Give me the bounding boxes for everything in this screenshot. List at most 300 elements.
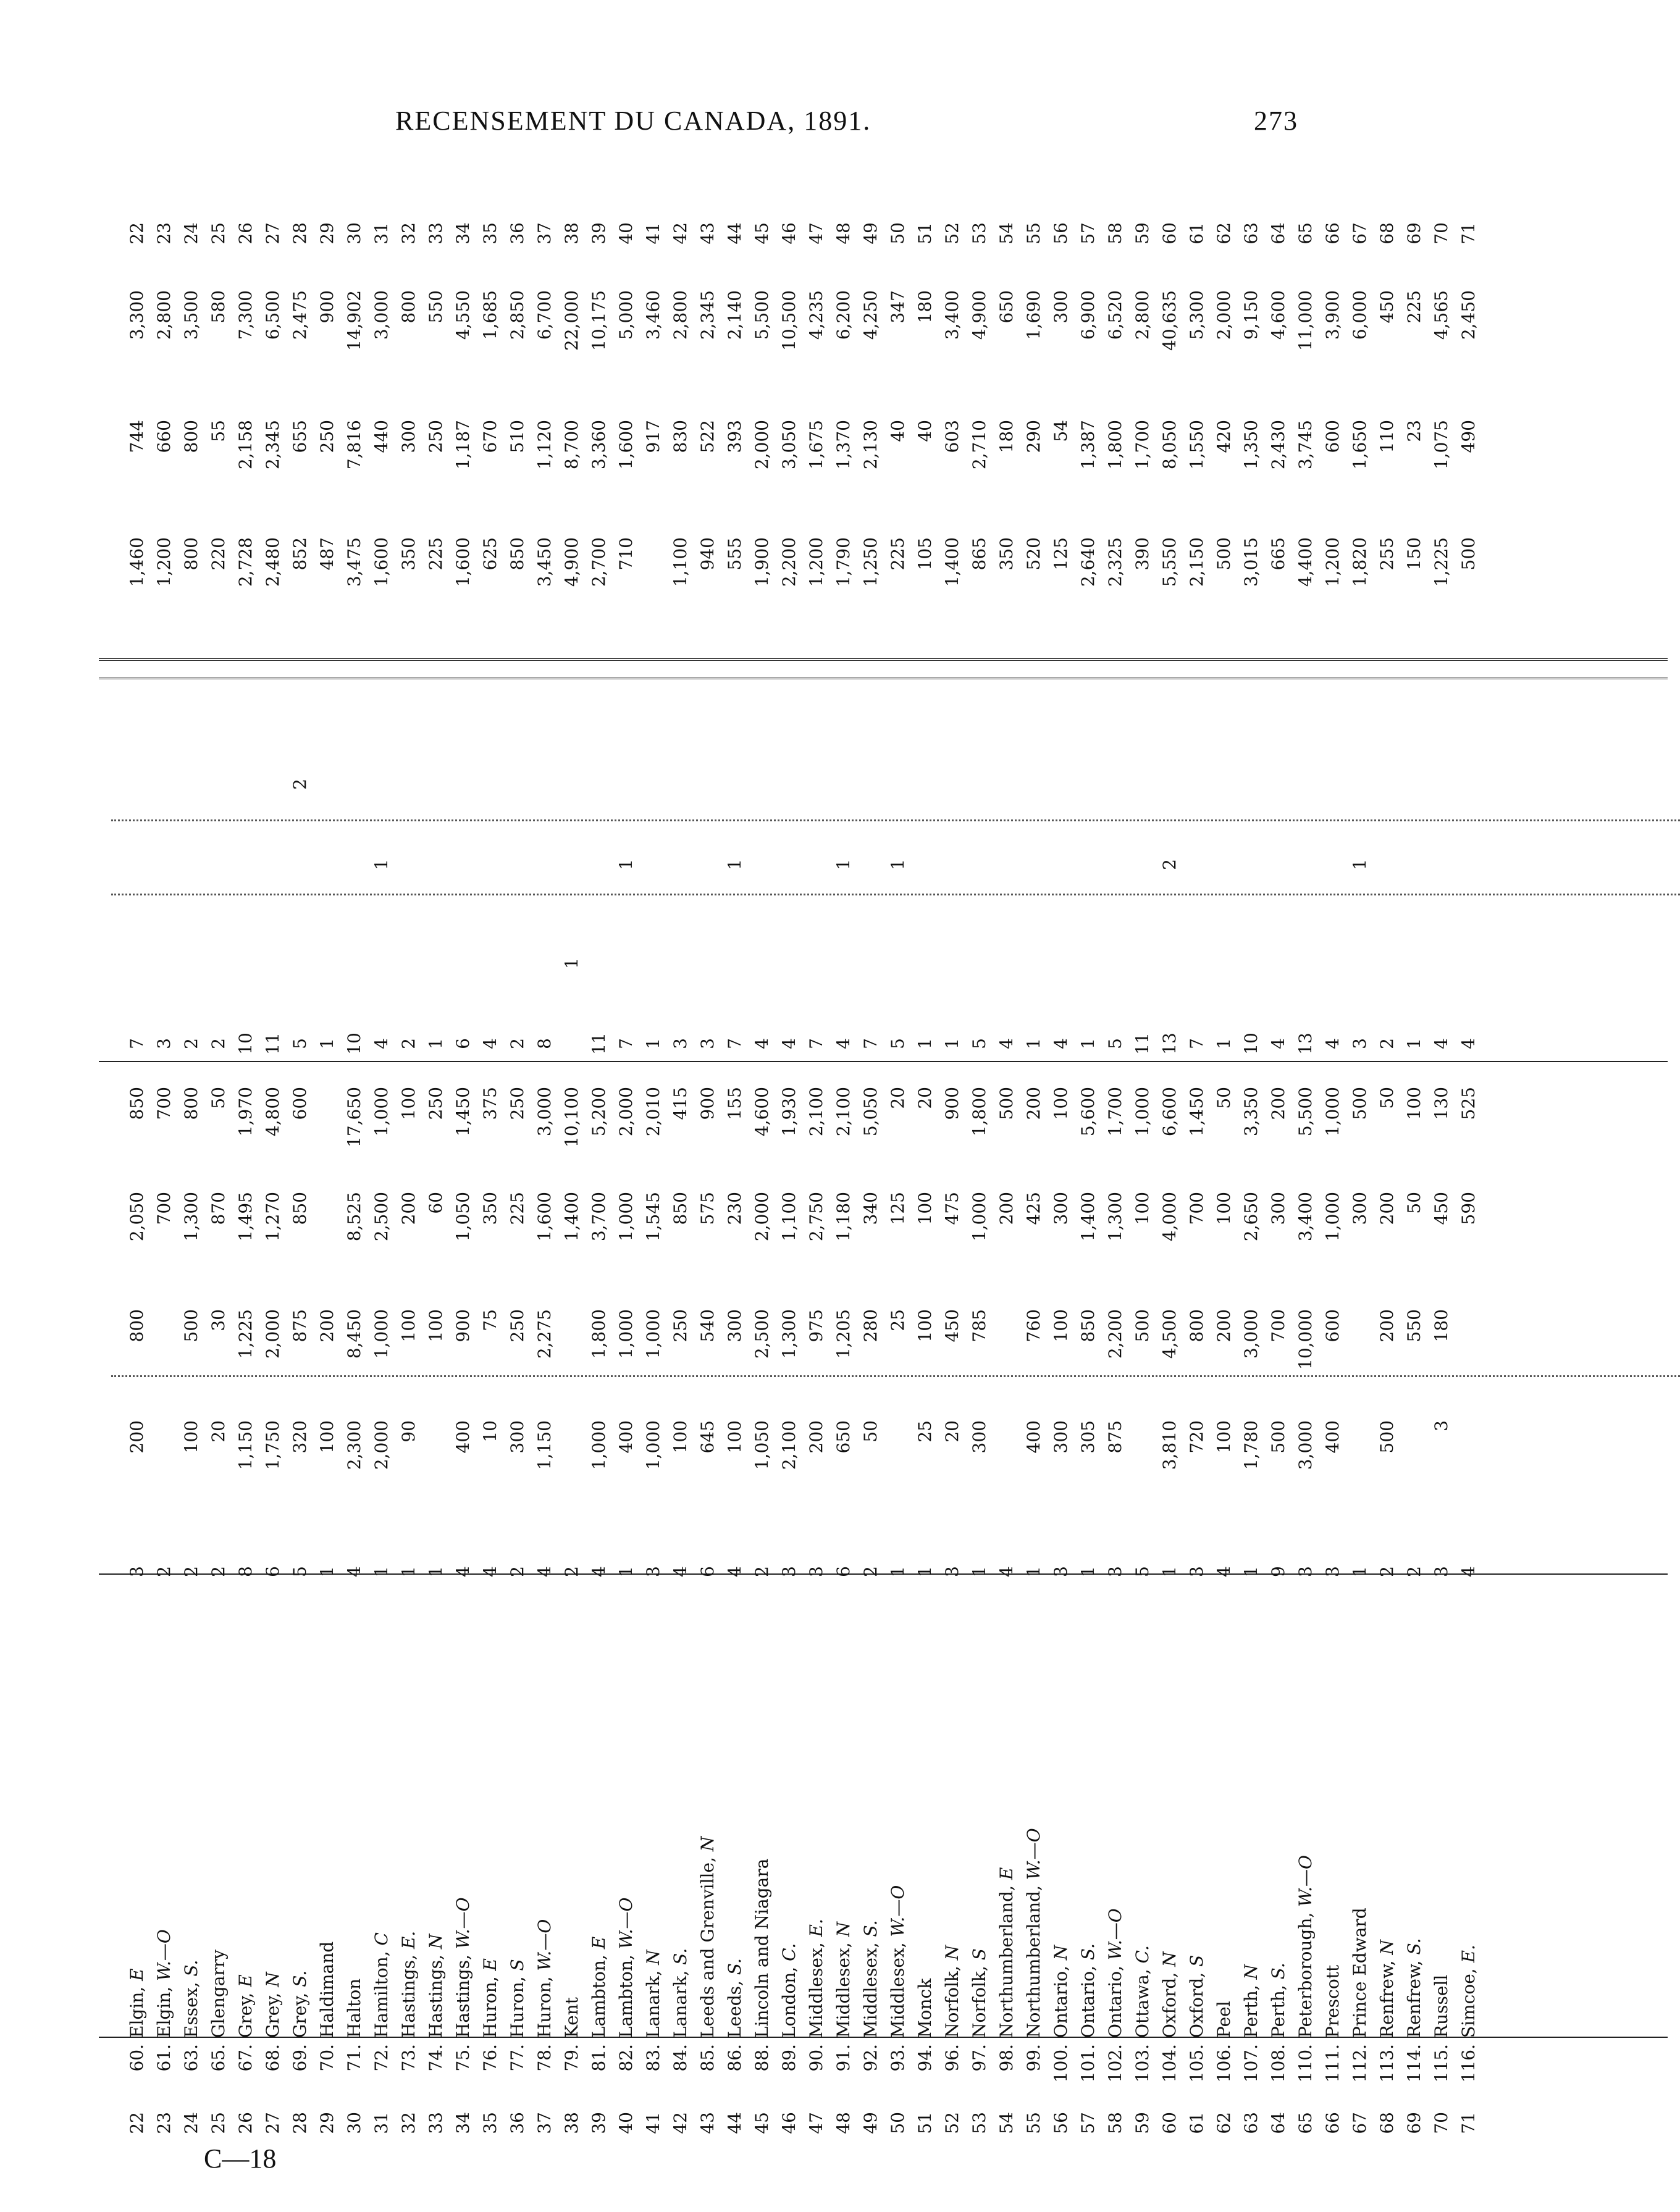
cell-e: 1,970 — [235, 1087, 256, 1137]
district-suffix: N — [1377, 1940, 1397, 1955]
table-row — [830, 173, 857, 2149]
district-label: Halton — [344, 1978, 364, 2038]
cell-e: 800 — [181, 1087, 201, 1120]
cell-ln: 67 — [1350, 2112, 1370, 2134]
table-row — [151, 173, 178, 2149]
cell-j: 1,820 — [1350, 537, 1370, 587]
cell-ln: 57 — [1078, 2112, 1098, 2134]
district-label: Haldimand — [317, 1941, 337, 2038]
cell-num: 100. — [1051, 2044, 1071, 2083]
cell-d: 850 — [670, 1192, 691, 1225]
cell-d: 340 — [860, 1192, 881, 1225]
cell-b: 90 — [398, 1420, 419, 1443]
cell-c: 2,500 — [752, 1309, 772, 1359]
cell-j: 105 — [915, 537, 935, 571]
cell-c: 200 — [317, 1309, 337, 1343]
district-suffix: N — [942, 1945, 962, 1961]
district-label: Monck — [915, 1978, 935, 2038]
cell-f: 13 — [1295, 1033, 1316, 1055]
table-row — [993, 173, 1020, 2149]
district-suffix: C. — [779, 1943, 799, 1961]
cell-ln: 24 — [181, 2112, 201, 2134]
table-row — [341, 173, 368, 2149]
cell-rn: 68 — [1377, 222, 1397, 245]
district-label: Hastings, — [453, 1954, 473, 2038]
cell-b: 200 — [806, 1420, 826, 1454]
cell-a: 3 — [1431, 1566, 1451, 1577]
district-label: Simcoe, — [1458, 1968, 1479, 2038]
district-suffix: W.—O — [1295, 1855, 1316, 1907]
table-row — [124, 173, 151, 2149]
cell-j: 4,400 — [1295, 537, 1316, 587]
cell-e: 900 — [942, 1087, 962, 1120]
cell-num: 94. — [915, 2044, 935, 2072]
cell-b: 1,050 — [752, 1420, 772, 1470]
district-label: London, — [779, 1966, 799, 2038]
cell-f: 10 — [1241, 1033, 1261, 1055]
cell-k: 1,187 — [453, 420, 473, 470]
cell-num: 106. — [1214, 2044, 1234, 2083]
cell-b: 100 — [670, 1420, 691, 1454]
district-label: Grey, — [262, 1992, 283, 2038]
cell-l: 14,902 — [344, 290, 364, 351]
cell-d: 200 — [398, 1192, 419, 1225]
cell-c: 785 — [969, 1309, 989, 1343]
cell-j: 3,475 — [344, 537, 364, 587]
cell-k: 250 — [426, 420, 446, 453]
cell-a: 1 — [317, 1566, 337, 1577]
cell-j: 2,150 — [1186, 537, 1207, 587]
table-row — [287, 173, 314, 2149]
district-name — [721, 1593, 749, 2038]
cell-rn: 53 — [969, 222, 989, 245]
cell-ln: 48 — [833, 2112, 854, 2134]
cell-e: 5,500 — [1295, 1087, 1316, 1137]
table-row — [1374, 173, 1401, 2149]
cell-c: 550 — [1404, 1309, 1424, 1343]
cell-ln: 29 — [317, 2112, 337, 2134]
cell-ln: 53 — [969, 2112, 989, 2134]
district-label: Hamilton, — [371, 1951, 392, 2038]
district-label: Prince Edward — [1350, 1908, 1370, 2038]
cell-j: 1,460 — [127, 537, 147, 587]
cell-a: 3 — [1322, 1566, 1343, 1577]
cell-rn: 71 — [1458, 222, 1479, 245]
cell-k: 3,745 — [1295, 420, 1316, 470]
cell-c: 75 — [480, 1309, 500, 1331]
cell-ln: 65 — [1295, 2112, 1316, 2134]
cell-e: 3,000 — [534, 1087, 555, 1137]
cell-a: 2 — [860, 1566, 881, 1577]
cell-e: 1,000 — [1322, 1087, 1343, 1137]
district-suffix: E — [235, 1974, 256, 1987]
district-suffix: W.—O — [1023, 1828, 1044, 1880]
cell-d: 425 — [1023, 1192, 1044, 1225]
cell-k: 655 — [290, 420, 310, 453]
district-suffix: W.—O — [534, 1919, 555, 1971]
district-name — [667, 1593, 694, 2038]
district-suffix: S. — [1078, 1943, 1098, 1961]
cell-f: 7 — [806, 1038, 826, 1049]
cell-rn: 46 — [779, 222, 799, 245]
cell-f: 11 — [589, 1033, 609, 1055]
cell-c: 500 — [181, 1309, 201, 1343]
table-row — [884, 173, 912, 2149]
cell-e: 1,450 — [453, 1087, 473, 1137]
table-row — [694, 173, 721, 2149]
cell-j: 1,400 — [942, 537, 962, 587]
cell-l: 300 — [1051, 290, 1071, 324]
district-suffix: S. — [1404, 1938, 1424, 1955]
cell-f: 4 — [371, 1038, 392, 1049]
district-name — [558, 1593, 586, 2038]
cell-f: 1 — [1404, 1038, 1424, 1049]
cell-j: 4,900 — [561, 537, 582, 587]
cell-j: 940 — [697, 537, 718, 571]
cell-ln: 54 — [996, 2112, 1017, 2134]
cell-d: 100 — [1132, 1192, 1153, 1225]
cell-l: 6,520 — [1105, 290, 1125, 340]
cell-j: 2,700 — [589, 537, 609, 587]
cell-a: 4 — [534, 1566, 555, 1577]
cell-d: 200 — [996, 1192, 1017, 1225]
cell-a: 3 — [127, 1566, 147, 1577]
cell-d: 1,545 — [643, 1192, 663, 1242]
cell-a: 2 — [154, 1566, 174, 1577]
cell-f: 4 — [1322, 1038, 1343, 1049]
cell-f: 4 — [1458, 1038, 1479, 1049]
cell-a: 1 — [888, 1566, 908, 1577]
table-row — [477, 173, 504, 2149]
cell-d: 1,000 — [969, 1192, 989, 1242]
cell-b: 500 — [1268, 1420, 1288, 1454]
page-title: RECENSEMENT DU CANADA, 1891. — [395, 106, 872, 136]
cell-k: 1,120 — [534, 420, 555, 470]
cell-e: 1,800 — [969, 1087, 989, 1137]
cell-ln: 38 — [561, 2112, 582, 2134]
cell-rn: 34 — [453, 222, 473, 245]
cell-d: 300 — [1350, 1192, 1370, 1225]
district-name — [1129, 1593, 1156, 2038]
cell-b: 300 — [969, 1420, 989, 1454]
district-label: Huron, — [480, 1976, 500, 2038]
cell-c: 760 — [1023, 1309, 1044, 1343]
cell-j: 1,900 — [752, 537, 772, 587]
cell-rn: 48 — [833, 222, 854, 245]
cell-f: 11 — [1132, 1033, 1153, 1055]
district-name — [694, 1593, 721, 2038]
cell-rn: 40 — [616, 222, 636, 245]
district-suffix: W.—O — [1105, 1908, 1125, 1961]
cell-num: 111. — [1322, 2044, 1343, 2083]
cell-a: 1 — [1078, 1566, 1098, 1577]
cell-k: 55 — [208, 420, 229, 442]
cell-ln: 28 — [290, 2112, 310, 2134]
cell-h: 1 — [371, 859, 392, 870]
cell-f: 1 — [317, 1038, 337, 1049]
cell-a: 5 — [1132, 1566, 1153, 1577]
cell-l: 6,200 — [833, 290, 854, 340]
cell-rn: 57 — [1078, 222, 1098, 245]
cell-f: 1 — [942, 1038, 962, 1049]
table-row — [1455, 173, 1482, 2149]
cell-l: 6,900 — [1078, 290, 1098, 340]
cell-d: 1,270 — [262, 1192, 283, 1242]
cell-c: 250 — [670, 1309, 691, 1343]
cell-l: 2,000 — [1214, 290, 1234, 340]
cell-d: 125 — [888, 1192, 908, 1225]
cell-k: 1,550 — [1186, 420, 1207, 470]
district-label: Huron, — [534, 1976, 555, 2038]
cell-a: 1 — [371, 1566, 392, 1577]
district-label: Essex, — [181, 1982, 201, 2038]
cell-k: 1,350 — [1241, 420, 1261, 470]
table-row — [586, 173, 613, 2149]
district-name — [1020, 1593, 1048, 2038]
cell-c: 2,200 — [1105, 1309, 1125, 1359]
cell-k: 40 — [888, 420, 908, 442]
cell-l: 4,900 — [969, 290, 989, 340]
district-suffix: N — [1159, 1951, 1180, 1967]
cell-f: 1 — [1214, 1038, 1234, 1049]
cell-g: 1 — [561, 958, 582, 969]
cell-b: 1,000 — [643, 1420, 663, 1470]
cell-b: 875 — [1105, 1420, 1125, 1454]
cell-c: 2,275 — [534, 1309, 555, 1359]
cell-j: 2,480 — [262, 537, 283, 587]
district-suffix: C — [371, 1932, 392, 1946]
cell-num: 76. — [480, 2044, 500, 2072]
district-name — [1401, 1593, 1428, 2038]
cell-rn: 39 — [589, 222, 609, 245]
cell-l: 2,800 — [154, 290, 174, 340]
cell-l: 2,450 — [1458, 290, 1479, 340]
district-suffix: E — [996, 1867, 1017, 1880]
cell-c: 100 — [915, 1309, 935, 1343]
cell-f: 7 — [127, 1038, 147, 1049]
cell-num: 82. — [616, 2044, 636, 2072]
cell-ln: 66 — [1322, 2112, 1343, 2134]
cell-i: 2 — [290, 779, 310, 790]
cell-b: 2,000 — [371, 1420, 392, 1470]
cell-num: 98. — [996, 2044, 1017, 2072]
cell-a: 4 — [996, 1566, 1017, 1577]
cell-c: 975 — [806, 1309, 826, 1343]
cell-a: 2 — [181, 1566, 201, 1577]
district-label: Leeds and Grenville, — [697, 1857, 718, 2038]
cell-k: 670 — [480, 420, 500, 453]
cell-rn: 23 — [154, 222, 174, 245]
district-suffix: S — [507, 1959, 527, 1971]
cell-c: 100 — [426, 1309, 446, 1343]
cell-l: 2,140 — [724, 290, 745, 340]
cell-d: 2,000 — [752, 1192, 772, 1242]
district-name — [1265, 1593, 1292, 2038]
cell-k: 1,075 — [1431, 420, 1451, 470]
district-name — [939, 1593, 966, 2038]
district-name — [1211, 1593, 1238, 2038]
cell-d: 575 — [697, 1192, 718, 1225]
cell-e: 1,930 — [779, 1087, 799, 1137]
cell-k: 440 — [371, 420, 392, 453]
cell-k: 290 — [1023, 420, 1044, 453]
cell-d: 2,500 — [371, 1192, 392, 1242]
cell-b: 1,780 — [1241, 1420, 1261, 1470]
cell-b: 2,300 — [344, 1420, 364, 1470]
cell-b: 25 — [915, 1420, 935, 1443]
cell-b: 500 — [1377, 1420, 1397, 1454]
cell-b: 305 — [1078, 1420, 1098, 1454]
district-suffix: S. — [290, 1970, 310, 1987]
cell-k: 830 — [670, 420, 691, 453]
cell-h: 1 — [1350, 859, 1370, 870]
district-name — [124, 1593, 151, 2038]
cell-k: 40 — [915, 420, 935, 442]
cell-e: 600 — [290, 1087, 310, 1120]
cell-j: 1,200 — [806, 537, 826, 587]
district-label: Renfrew, — [1404, 1960, 1424, 2038]
cell-b: 1,000 — [589, 1420, 609, 1470]
cell-l: 800 — [398, 290, 419, 324]
cell-rn: 58 — [1105, 222, 1125, 245]
cell-num: 113. — [1377, 2044, 1397, 2083]
cell-c: 1,000 — [616, 1309, 636, 1359]
cell-b: 400 — [1322, 1420, 1343, 1454]
cell-l: 650 — [996, 290, 1017, 324]
cell-c: 1,000 — [643, 1309, 663, 1359]
cell-f: 5 — [290, 1038, 310, 1049]
cell-num: 116. — [1458, 2044, 1479, 2083]
cell-e: 50 — [208, 1087, 229, 1109]
cell-a: 1 — [969, 1566, 989, 1577]
district-label: Norfolk, — [942, 1966, 962, 2038]
cell-e: 4,600 — [752, 1087, 772, 1137]
cell-f: 4 — [996, 1038, 1017, 1049]
district-name — [857, 1593, 884, 2038]
cell-j: 800 — [181, 537, 201, 571]
district-suffix: N — [262, 1972, 283, 1987]
cell-f: 4 — [779, 1038, 799, 1049]
cell-j: 390 — [1132, 537, 1153, 571]
cell-a: 4 — [724, 1566, 745, 1577]
cell-l: 4,250 — [860, 290, 881, 340]
table-row — [640, 173, 667, 2149]
cell-num: 65. — [208, 2044, 229, 2072]
cell-c: 600 — [1322, 1309, 1343, 1343]
district-suffix: N — [426, 1933, 446, 1950]
district-suffix: S. — [860, 1920, 881, 1937]
cell-c: 850 — [1078, 1309, 1098, 1343]
cell-j: 225 — [888, 537, 908, 571]
cell-f: 1 — [915, 1038, 935, 1049]
district-name — [151, 1593, 178, 2038]
cell-j: 1,600 — [371, 537, 392, 587]
cell-k: 2,158 — [235, 420, 256, 470]
cell-ln: 47 — [806, 2112, 826, 2134]
cell-j: 852 — [290, 537, 310, 571]
cell-k: 23 — [1404, 420, 1424, 442]
cell-a: 1 — [426, 1566, 446, 1577]
cell-b: 100 — [181, 1420, 201, 1454]
table-row — [912, 173, 939, 2149]
cell-k: 2,430 — [1268, 420, 1288, 470]
cell-e: 50 — [1214, 1087, 1234, 1109]
cell-j: 125 — [1051, 537, 1071, 571]
cell-b: 400 — [1023, 1420, 1044, 1454]
table-row — [1048, 173, 1075, 2149]
cell-ln: 25 — [208, 2112, 229, 2134]
cell-b: 10 — [480, 1420, 500, 1443]
cell-c: 200 — [1377, 1309, 1397, 1343]
district-label: Ontario, — [1105, 1965, 1125, 2038]
cell-f: 7 — [724, 1038, 745, 1049]
cell-b: 20 — [942, 1420, 962, 1443]
district-label: Grey, — [290, 1992, 310, 2038]
cell-rn: 70 — [1431, 222, 1451, 245]
cell-l: 10,175 — [589, 290, 609, 351]
district-suffix: N — [1051, 1945, 1071, 1961]
table-row — [178, 173, 205, 2149]
cell-ln: 70 — [1431, 2112, 1451, 2134]
cell-e: 500 — [996, 1087, 1017, 1120]
cell-j: 3,015 — [1241, 537, 1261, 587]
district-name — [586, 1593, 613, 2038]
district-label: Lincoln and Niagara — [752, 1858, 772, 2038]
cell-e: 500 — [1350, 1087, 1370, 1120]
district-label: Grey, — [235, 1992, 256, 2038]
table-row — [232, 173, 259, 2149]
table-row — [1156, 173, 1183, 2149]
cell-l: 3,500 — [181, 290, 201, 340]
cell-f: 7 — [1186, 1038, 1207, 1049]
cell-d: 700 — [154, 1192, 174, 1225]
cell-rn: 51 — [915, 222, 935, 245]
cell-k: 1,600 — [616, 420, 636, 470]
table-row — [1238, 173, 1265, 2149]
cell-num: 77. — [507, 2044, 527, 2072]
district-name — [205, 1593, 232, 2038]
cell-rn: 56 — [1051, 222, 1071, 245]
cell-b: 20 — [208, 1420, 229, 1443]
cell-ln: 26 — [235, 2112, 256, 2134]
table-row — [1346, 173, 1374, 2149]
cell-l: 4,550 — [453, 290, 473, 340]
cell-ln: 61 — [1186, 2112, 1207, 2134]
cell-h: 1 — [724, 859, 745, 870]
district-suffix: W.—O — [154, 1929, 174, 1981]
district-label: Ottawa, — [1132, 1969, 1153, 2038]
cell-rn: 55 — [1023, 222, 1044, 245]
cell-d: 100 — [915, 1192, 935, 1225]
cell-ln: 30 — [344, 2112, 364, 2134]
district-label: Russell — [1431, 1974, 1451, 2038]
cell-j: 520 — [1023, 537, 1044, 571]
cell-c: 1,300 — [779, 1309, 799, 1359]
cell-l: 22,000 — [561, 290, 582, 351]
cell-l: 5,000 — [616, 290, 636, 340]
cell-e: 525 — [1458, 1087, 1479, 1120]
cell-num: 75. — [453, 2044, 473, 2072]
district-label: Elgin, — [154, 1986, 174, 2038]
cell-c: 450 — [942, 1309, 962, 1343]
cell-f: 2 — [507, 1038, 527, 1049]
district-name — [803, 1593, 830, 2038]
cell-f: 5 — [969, 1038, 989, 1049]
cell-d: 2,050 — [127, 1192, 147, 1242]
cell-num: 93. — [888, 2044, 908, 2072]
cell-b: 1,750 — [262, 1420, 283, 1470]
district-label: Oxford, — [1186, 1972, 1207, 2038]
